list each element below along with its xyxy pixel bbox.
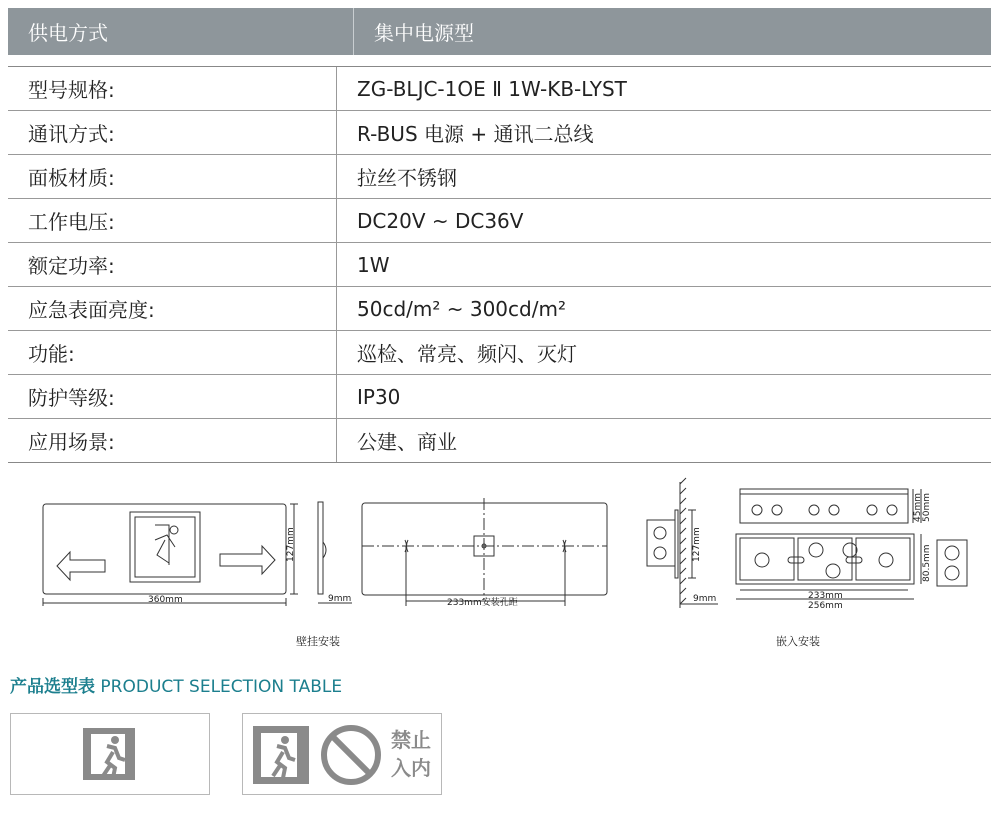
spec-label: 额定功率: [8, 243, 337, 286]
dim-233-label: 233mm [808, 591, 843, 601]
table-row [8, 418, 991, 462]
dim-50-label: 50mm [922, 493, 932, 522]
spec-value: 50cd/m² ~ 300cd/m² [357, 296, 566, 321]
selection-title-cn: 产品选型表 [10, 677, 95, 697]
sign-option-exit[interactable] [10, 713, 210, 795]
left-arrow-icon [57, 552, 105, 580]
spec-value: IP30 [357, 384, 401, 409]
header-label: 供电方式 [8, 8, 354, 55]
spec-label: 应急表面亮度: [8, 287, 337, 330]
no-entry-sign-icon [243, 714, 441, 794]
spec-value: 拉丝不锈钢 [357, 166, 457, 190]
spec-value: 1W [357, 252, 390, 277]
exit-sign-icon [11, 714, 209, 794]
table-row [8, 374, 991, 418]
spec-label: 防护等级: [8, 375, 337, 418]
table-row [8, 198, 991, 242]
selection-title-en: PRODUCT SELECTION TABLE [100, 677, 343, 697]
embed-height-label: 127mm [692, 527, 702, 562]
wall-mount-caption: 壁挂安装 [296, 635, 340, 648]
installation-drawings [0, 470, 998, 660]
spec-value: R-BUS 电源 + 通讯二总线 [357, 122, 594, 146]
spec-value: ZG-BLJC-1OE Ⅱ 1W-KB-LYST [357, 76, 627, 101]
spec-value: DC20V ~ DC36V [357, 208, 524, 233]
dim-height-label: 127mm [286, 527, 296, 562]
running-man-icon [155, 525, 175, 565]
table-row [8, 154, 991, 198]
table-row [8, 110, 991, 154]
embed-mount-caption: 嵌入安装 [776, 635, 820, 648]
table-row [8, 286, 991, 330]
embed-depth-label: 9mm [693, 594, 717, 604]
wall-side-view [318, 502, 323, 594]
embed-box-front [736, 534, 914, 584]
spec-table-header [8, 8, 991, 55]
dim-depth-label: 9mm [328, 594, 352, 604]
spec-label: 应用场景: [8, 419, 337, 462]
spec-table [8, 66, 991, 463]
spec-label: 通讯方式: [8, 111, 337, 154]
selection-title [10, 672, 342, 697]
dim-805-label: 80.5mm [922, 544, 932, 582]
right-arrow-icon [220, 546, 275, 574]
sign-text-line2: 入内 [391, 756, 431, 780]
spec-label: 型号规格: [8, 67, 337, 110]
dim-width-label: 360mm [148, 595, 183, 605]
spec-value: 巡检、常亮、频闪、灭灯 [357, 342, 577, 366]
dim-256-label: 256mm [808, 601, 843, 611]
exit-figure-frame [130, 512, 200, 582]
dim-45-label: 45mm [913, 493, 923, 522]
table-row [8, 242, 991, 286]
header-value: 集中电源型 [374, 21, 474, 45]
embed-side-plate [937, 540, 967, 586]
spec-value: 公建、商业 [357, 430, 457, 454]
spec-label: 功能: [8, 331, 337, 374]
spec-label: 面板材质: [8, 155, 337, 198]
dim-holes-label: 233mm安装孔距 [447, 598, 518, 608]
sign-option-no-entry[interactable] [242, 713, 442, 795]
spec-label: 工作电压: [8, 199, 337, 242]
table-row [8, 67, 991, 110]
table-row [8, 330, 991, 374]
sign-text-line1: 禁止 [391, 728, 431, 752]
